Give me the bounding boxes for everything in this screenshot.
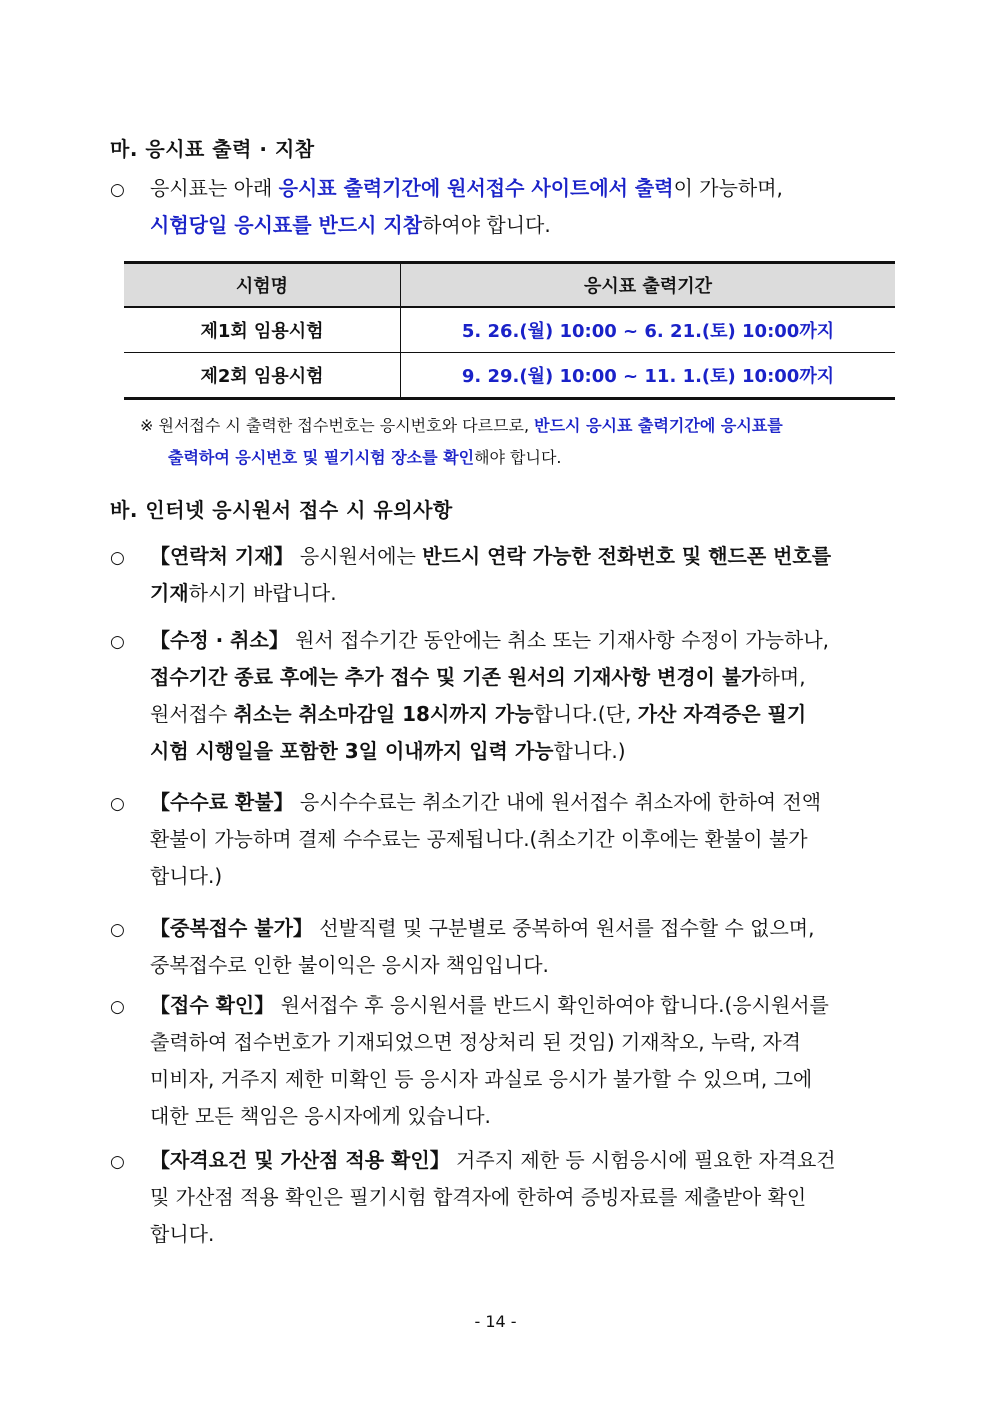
bullet-marker: ○: [110, 632, 125, 652]
item-title: 【수정 · 취소】: [150, 628, 289, 652]
header-print-period: 응시표 출력기간: [401, 263, 896, 308]
notice-item-modify-cancel: ○ 【수정 · 취소】 원서 접수기간 동안에는 취소 또는 기재사항 수정이 가능하나, 접수기간 종료 후에는 추가 접수 및 기존 원서의 기재사항 변경이 불가하며, 원서접수 취소는 취소마감일 18시까지 가능합니다.(단, 가산 자격증은 필기 시험 시행일을 포함한 3일 이내까지 입력 가능합니다.): [110, 622, 895, 770]
bullet-marker: ○: [110, 997, 125, 1017]
bullet-marker: ○: [110, 548, 125, 568]
item-title: 【자격요건 및 가산점 적용 확인】: [150, 1148, 450, 1172]
notice-item-refund: ○ 【수수료 환불】 응시수수료는 취소기간 내에 원서접수 취소자에 한하여 전액 환불이 가능하며 결제 수수료는 공제됩니다.(취소기간 이후에는 환불이 불가 합니다.): [110, 784, 895, 895]
bullet-marker: ○: [110, 794, 125, 814]
bullet-marker: ○: [110, 180, 125, 200]
note-mark: ※: [140, 416, 154, 435]
print-period-table: [124, 261, 895, 400]
header-exam-name: 시험명: [124, 263, 401, 308]
table-row: [124, 307, 895, 353]
notice-item-qualification: ○ 【자격요건 및 가산점 적용 확인】 거주지 제한 등 시험응시에 필요한 자격요건 및 가산점 적용 확인은 필기시험 합격자에 한하여 증빙자료를 제출받아 확인 합니다.: [110, 1142, 895, 1253]
item-title: 【수수료 환불】: [150, 790, 294, 814]
table-row: [124, 353, 895, 399]
notice-item-confirm: ○ 【접수 확인】 원서접수 후 응시원서를 반드시 확인하여야 합니다.(응시원서를 출력하여 접수번호가 기재되었으면 정상처리 된 것임) 기재착오, 누락, 자격 미비자, 거주지 제한 미확인 등 응시자 과실로 응시가 불가할 수 있으며, 그에 대한 모든 책임은 응시자에게 있습니다.: [110, 987, 895, 1135]
bullet-marker: ○: [110, 920, 125, 940]
notice-item-duplicate: ○ 【중복접수 불가】 선발직렬 및 구분별로 중복하여 원서를 접수할 수 없으며, 중복접수로 인한 불이익은 응시자 책임입니다.: [110, 910, 895, 984]
table-header-row: [124, 263, 895, 308]
paragraph-admission-ticket: ○ 응시표는 아래 응시표 출력기간에 원서접수 사이트에서 출력이 가능하며, 시험당일 응시표를 반드시 지참하여야 합니다.: [110, 170, 895, 244]
item-title: 【중복접수 불가】: [150, 916, 313, 940]
exam-name-cell: 제2회 임용시험: [124, 353, 401, 399]
item-title: 【연락처 기재】: [150, 544, 294, 568]
print-period-cell: 5. 26.(월) 10:00 ~ 6. 21.(토) 10:00까지: [401, 307, 896, 353]
section-heading-ba: 바. 인터넷 응시원서 접수 시 유의사항: [110, 498, 453, 522]
page-number: - 14 -: [474, 1312, 517, 1331]
print-period-cell: 9. 29.(월) 10:00 ~ 11. 1.(토) 10:00까지: [401, 353, 896, 399]
item-title: 【접수 확인】: [150, 993, 275, 1017]
note-registration-number: ※ 원서접수 시 출력한 접수번호는 응시번호와 다르므로, 반드시 응시표 출력기간에 응시표를 출력하여 응시번호 및 필기시험 장소를 확인해야 합니다.: [140, 416, 783, 467]
bullet-marker: ○: [110, 1152, 125, 1172]
exam-name-cell: 제1회 임용시험: [124, 307, 401, 353]
section-heading-ma: 마. 응시표 출력 · 지참: [110, 137, 315, 161]
notice-item-contact: ○ 【연락처 기재】 응시원서에는 반드시 연락 가능한 전화번호 및 핸드폰 번호를 기재하시기 바랍니다.: [110, 538, 895, 612]
